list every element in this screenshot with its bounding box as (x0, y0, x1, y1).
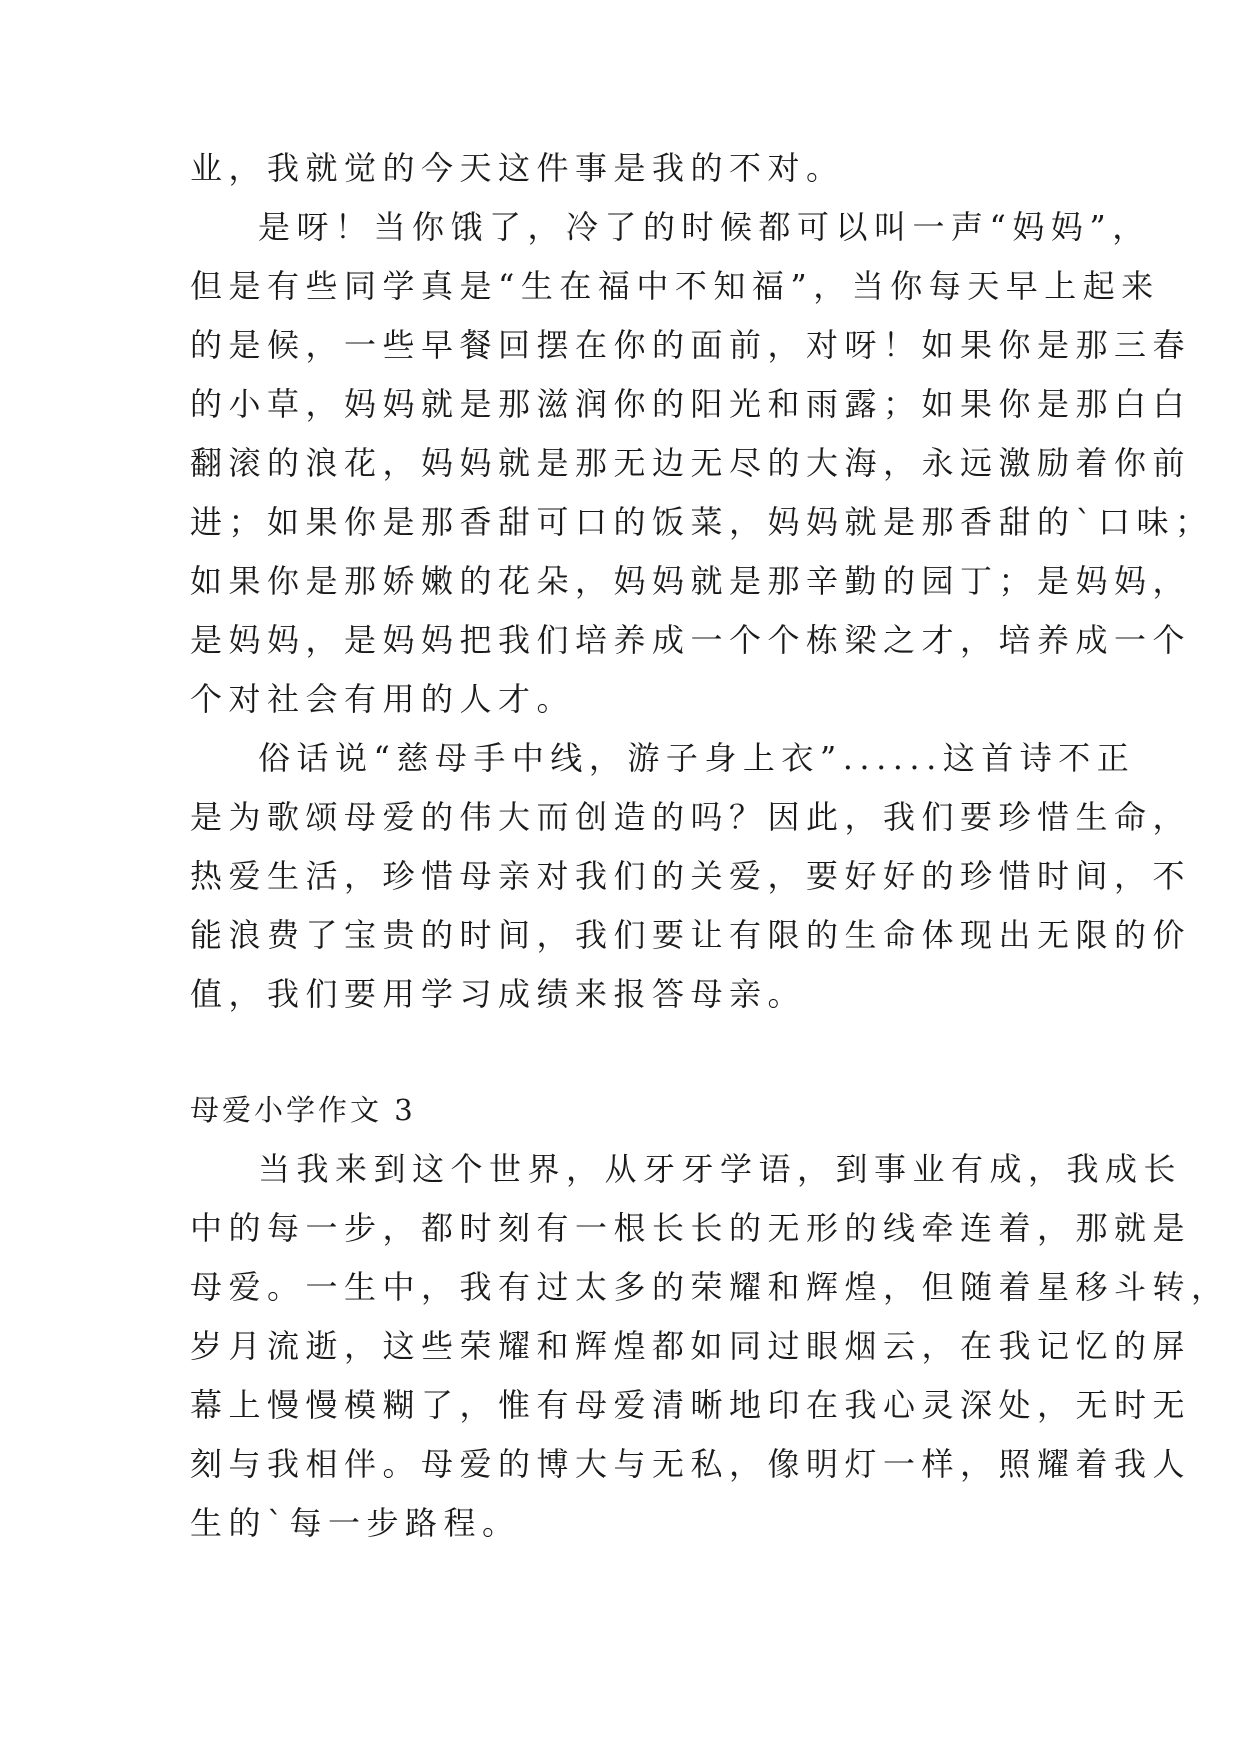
text-line: 但是有些同学真是“生在福中不知福”，当你每天早上起来 (190, 267, 1160, 305)
text-line: 的小草，妈妈就是那滋润你的阳光和雨露；如果你是那白白 (190, 385, 1192, 423)
text-line: 业，我就觉的今天这件事是我的不对。 (190, 149, 845, 187)
text-line: 生的`每一步路程。 (190, 1504, 521, 1542)
text-line: 热爱生活，珍惜母亲对我们的关爱，要好好的珍惜时间，不 (190, 857, 1192, 895)
text-line: 值，我们要用学习成绩来报答母亲。 (190, 975, 807, 1013)
text-line: 中的每一步，都时刻有一根长长的无形的线牵连着，那就是 (190, 1209, 1192, 1247)
text-line: 母爱。一生中，我有过太多的荣耀和辉煌，但随着星移斗转， (190, 1268, 1230, 1306)
text-line: 进；如果你是那香甜可口的饭菜，妈妈就是那香甜的`口味； (190, 503, 1214, 541)
text-line: 俗话说“慈母手中线，游子身上衣”......这首诗不正 (258, 739, 1136, 777)
text-line: 刻与我相伴。母爱的博大与无私，像明灯一样，照耀着我人 (190, 1445, 1192, 1483)
text-line: 个对社会有用的人才。 (190, 680, 576, 718)
text-line: 的是候，一些早餐回摆在你的面前，对呀！如果你是那三春 (190, 326, 1192, 364)
text-line: 岁月流逝，这些荣耀和辉煌都如同过眼烟云，在我记忆的屏 (190, 1327, 1192, 1365)
text-line: 幕上慢慢模糊了，惟有母爱清晰地印在我心灵深处，无时无 (190, 1386, 1192, 1424)
text-line: 是妈妈，是妈妈把我们培养成一个个栋梁之才，培养成一个 (190, 621, 1192, 659)
section-title: 母爱小学作文 3 (190, 1093, 416, 1127)
text-line: 当我来到这个世界，从牙牙学语，到事业有成，我成长 (258, 1150, 1183, 1188)
text-line: 是呀！当你饿了，冷了的时候都可以叫一声“妈妈”， (258, 208, 1151, 246)
text-line: 是为歌颂母爱的伟大而创造的吗？因此，我们要珍惜生命， (190, 798, 1192, 836)
text-line: 如果你是那娇嫩的花朵，妈妈就是那辛勤的园丁；是妈妈， (190, 562, 1192, 600)
text-line: 翻滚的浪花，妈妈就是那无边无尽的大海，永远激励着你前 (190, 444, 1192, 482)
text-line: 能浪费了宝贵的时间，我们要让有限的生命体现出无限的价 (190, 916, 1192, 954)
